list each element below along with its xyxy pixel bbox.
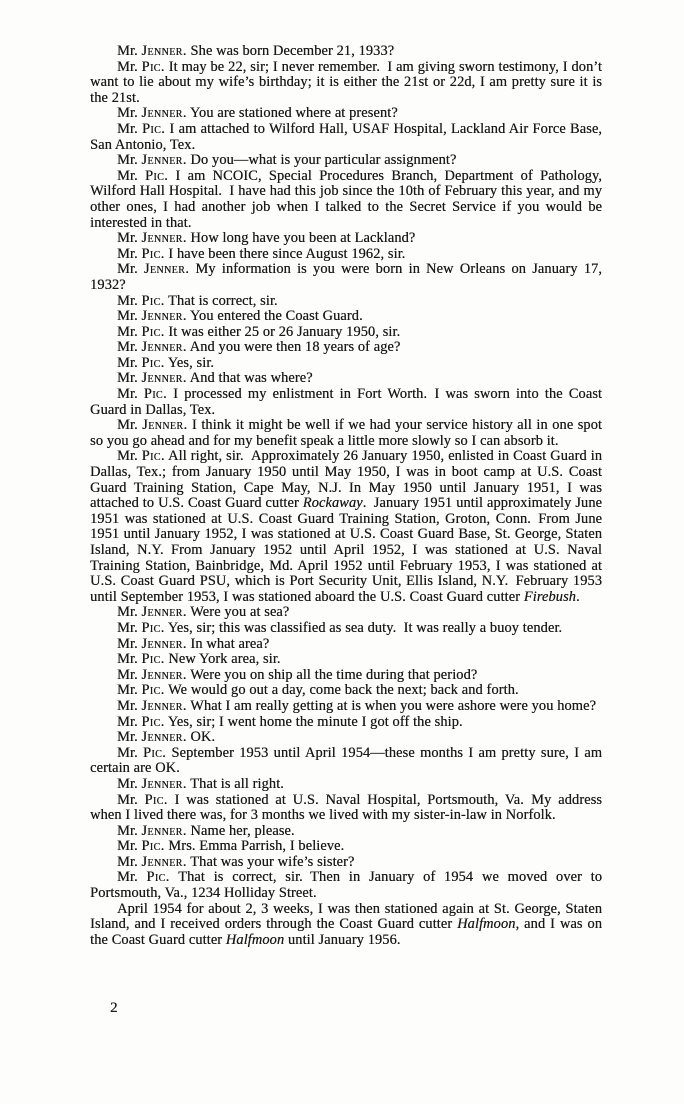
text-segment: Mr. <box>117 775 142 792</box>
speaker-name: Jenner. <box>143 261 190 278</box>
speaker-name: Jenner. <box>141 370 187 387</box>
text-segment: Mr. <box>117 339 142 356</box>
speaker-name: Pic. <box>141 682 165 699</box>
speaker-name: Pic. <box>141 619 165 636</box>
speaker-name: Jenner. <box>141 604 187 621</box>
speaker-name: Jenner. <box>141 697 187 714</box>
text-segment: . January 1951 until approximately June 1951 was stationed at U.S. Coast Guard Training Station, Groton, Conn. From June 1951 until January 1952, I was stationed at U.S. Coast Guard Base, St. George, Staten Island, N.Y. From January 1952 until April 1952, I was stationed at U.S. Naval Training Station, Bainbridge, Md. April 1952 until February 1953, I was stationed at U.S. Coast Guard PSU, which is Port Security Unit, Ellis Island, N.Y. February 1953 until September 1953, I was stationed aboard the U.S. Coast Guard cutter <box>90 495 602 605</box>
text-segment: Yes, sir; I went home the minute I got off the ship. <box>164 713 463 730</box>
speaker-name: Pic. <box>141 58 165 75</box>
text-segment: Mr. <box>117 838 142 855</box>
text-segment: Mr. <box>117 323 142 340</box>
text-segment: Mr. <box>117 697 142 714</box>
paragraph <box>90 621 602 637</box>
text-segment: That was your wife’s sister? <box>186 853 355 870</box>
paragraph <box>90 746 602 777</box>
paragraph <box>90 824 602 840</box>
text-segment: Mr. <box>117 354 142 371</box>
text-segment: My information is you were born in New Orleans on January 17, 1932? <box>90 261 603 293</box>
text-segment: Mr. <box>117 120 142 137</box>
paragraph <box>90 340 602 356</box>
text-segment: She was born December 21, 1933? <box>186 43 395 59</box>
text-segment: It was either 25 or 26 January 1950, sir. <box>164 323 401 340</box>
text-segment: until January 1956. <box>284 931 401 948</box>
speaker-name: Pic. <box>141 354 165 371</box>
paragraph <box>90 247 602 263</box>
speaker-name: Pic. <box>143 386 167 403</box>
testimony-text <box>90 44 602 948</box>
speaker-name: Pic. <box>141 120 166 137</box>
text-segment: Mr. <box>117 713 142 730</box>
text-segment: We would go out a day, come back the next; back and forth. <box>164 682 519 699</box>
paragraph <box>90 715 602 731</box>
text-segment: Mr. <box>117 744 143 761</box>
text-segment: Mr. <box>117 682 142 699</box>
text-segment: Mr. <box>117 230 142 247</box>
text-segment: What I am really getting at is when you were ashore were you home? <box>186 697 596 714</box>
speaker-name: Jenner. <box>141 729 187 746</box>
paragraph <box>90 637 602 653</box>
text-segment: It may be 22, sir; I never remember. I am giving sworn testimony, I don’t want to lie about my wife’s birthday; it is either the 21st or 22d, I am pretty sure it is the 21st. <box>90 58 602 106</box>
text-segment: Mr. <box>117 245 142 262</box>
text-segment: Mr. <box>117 43 142 59</box>
text-segment: Mr. <box>117 822 142 839</box>
paragraph <box>90 294 602 310</box>
paragraph <box>90 902 602 949</box>
speaker-name: Pic. <box>141 838 165 855</box>
speaker-name: Jenner. <box>141 853 187 870</box>
text-segment: Mr. <box>117 261 144 278</box>
text-segment: Mr. <box>117 853 142 870</box>
paragraph <box>90 683 602 699</box>
italic-text-segment: Rockaway <box>302 495 363 512</box>
text-segment: I have been there since August 1962, sir. <box>164 245 406 262</box>
text-segment: Mr. <box>117 619 142 636</box>
speaker-name: Jenner. <box>141 339 187 356</box>
paragraph <box>90 153 602 169</box>
text-segment: I processed my enlistment in Fort Worth. I was sworn into the Coast Guard in Dallas, Tex. <box>90 386 603 418</box>
text-segment: Mrs. Emma Parrish, I believe. <box>164 838 345 855</box>
speaker-name: Jenner. <box>141 635 187 652</box>
speaker-name: Jenner. <box>141 230 187 247</box>
speaker-name: Pic. <box>141 448 165 465</box>
speaker-name: Pic. <box>141 323 165 340</box>
text-segment: That is correct, sir. Then in January of 1954 we moved over to Portsmouth, Va., 1234 Holliday Street. <box>90 869 602 902</box>
text-segment: I am attached to Wilford Hall, USAF Hospital, Lackland Air Force Base, San Antonio, Tex. <box>90 120 602 153</box>
speaker-name: Jenner. <box>141 775 187 792</box>
text-segment: Yes, sir; this was classified as sea duty. It was really a buoy tender. <box>164 619 563 636</box>
speaker-name: Jenner. <box>141 105 187 122</box>
text-segment: I am NCOIC, Special Procedures Branch, Department of Pathology, Wilford Hall Hospital. I have had this job since the 10th of February this year, and my other ones, I had another job when I talked to the Secret Service if you would be interested in that. <box>90 167 602 231</box>
text-segment: OK. <box>186 729 216 746</box>
paragraph <box>90 169 602 231</box>
text-segment: Mr. <box>117 791 145 808</box>
text-segment: Mr. <box>117 152 142 169</box>
text-segment: That is all right. <box>186 775 284 792</box>
paragraph <box>90 309 602 325</box>
speaker-name: Pic. <box>144 167 169 184</box>
text-segment: You are stationed where at present? <box>186 105 398 122</box>
paragraph <box>90 325 602 341</box>
paragraph <box>90 730 602 746</box>
text-segment: Mr. <box>117 105 142 122</box>
speaker-name: Jenner. <box>141 152 187 169</box>
text-segment: Mr. <box>117 666 142 683</box>
text-segment: All right, sir. Approximately 26 January 1950, enlisted in Coast Guard in Dallas, Tex.; from January 1950 until May 1950, I was in boot camp at U.S. Coast Guard Training Station, Cape May, N.J. In May 1950 until January 1951, I was attached to U.S. Coast Guard cutter <box>90 448 602 512</box>
text-segment: I think it might be well if we had your service history all in one spot so you go ahead and for my benefit speak a little more slowly so I can absorb it. <box>90 417 602 449</box>
text-segment: I was stationed at U.S. Naval Hospital, Portsmouth, Va. My address when I lived there was, for 3 months we lived with my sister-in-law in Norfolk. <box>90 791 603 824</box>
paragraph <box>90 777 602 793</box>
speaker-name: Pic. <box>142 744 167 761</box>
text-segment: Mr. <box>117 729 142 746</box>
page-number: 2 <box>110 1000 118 1016</box>
text-segment: Mr. <box>117 869 147 886</box>
text-segment: Mr. <box>117 417 143 434</box>
text-segment: Name her, please. <box>186 822 295 839</box>
paragraph <box>90 387 602 418</box>
text-segment: How long have you been at Lackland? <box>186 230 416 247</box>
paragraph <box>90 106 602 122</box>
speaker-name: Pic. <box>141 245 165 262</box>
paragraph <box>90 793 602 824</box>
speaker-name: Pic. <box>141 713 165 730</box>
text-segment: You entered the Coast Guard. <box>186 308 363 325</box>
text-segment: . <box>575 588 580 605</box>
text-segment: Mr. <box>117 386 144 403</box>
speaker-name: Jenner. <box>141 666 187 683</box>
text-segment: New York area, sir. <box>164 651 281 668</box>
speaker-name: Jenner. <box>141 822 187 839</box>
text-segment: Were you on ship all the time during that period? <box>186 666 478 683</box>
text-segment: September 1953 until April 1954—these months I am pretty sure, I am certain are OK. <box>90 744 603 777</box>
paragraph <box>90 870 602 901</box>
speaker-name: Jenner. <box>141 308 187 325</box>
paragraph <box>90 855 602 871</box>
speaker-name: Pic. <box>144 791 168 808</box>
text-segment: And that was where? <box>186 370 313 387</box>
paragraph <box>90 122 602 153</box>
speaker-name: Jenner. <box>142 417 188 434</box>
text-segment: Mr. <box>117 604 142 621</box>
paragraph <box>90 231 602 247</box>
speaker-name: Pic. <box>146 869 170 886</box>
text-segment: Mr. <box>117 370 142 387</box>
text-segment: Do you—what is your particular assignment? <box>186 152 457 169</box>
text-segment: And you were then 18 years of age? <box>186 339 401 356</box>
text-segment: That is correct, sir. <box>164 292 278 309</box>
paragraph <box>90 418 602 449</box>
text-segment: Mr. <box>117 308 142 325</box>
text-segment: Mr. <box>117 58 142 75</box>
paragraph <box>90 356 602 372</box>
paragraph <box>90 668 602 684</box>
text-segment: Were you at sea? <box>186 604 290 621</box>
paragraph <box>90 60 602 107</box>
text-segment: Mr. <box>117 448 142 465</box>
speaker-name: Pic. <box>141 651 165 668</box>
paragraph <box>90 449 602 605</box>
paragraph <box>90 262 602 293</box>
paragraph <box>90 605 602 621</box>
paragraph <box>90 44 602 60</box>
paragraph <box>90 699 602 715</box>
text-segment: Mr. <box>117 167 145 184</box>
speaker-name: Pic. <box>141 292 165 309</box>
text-segment: April 1954 for about 2, 3 weeks, I was then stationed again at St. George, Staten Island, and I received orders through the Coast Guard cutter <box>90 900 602 933</box>
text-segment: Mr. <box>117 292 142 309</box>
text-segment: In what area? <box>186 635 270 652</box>
italic-text-segment: Halfmoon <box>457 916 516 933</box>
text-segment: Yes, sir. <box>164 354 214 371</box>
text-segment: Mr. <box>117 635 142 652</box>
speaker-name: Jenner. <box>141 43 187 59</box>
paragraph <box>90 371 602 387</box>
paragraph <box>90 839 602 855</box>
text-segment: Mr. <box>117 651 142 668</box>
italic-text-segment: Halfmoon <box>225 931 285 948</box>
paragraph <box>90 652 602 668</box>
italic-text-segment: Firebush <box>523 588 576 605</box>
text-segment: , and I was on the Coast Guard cutter <box>90 916 603 948</box>
